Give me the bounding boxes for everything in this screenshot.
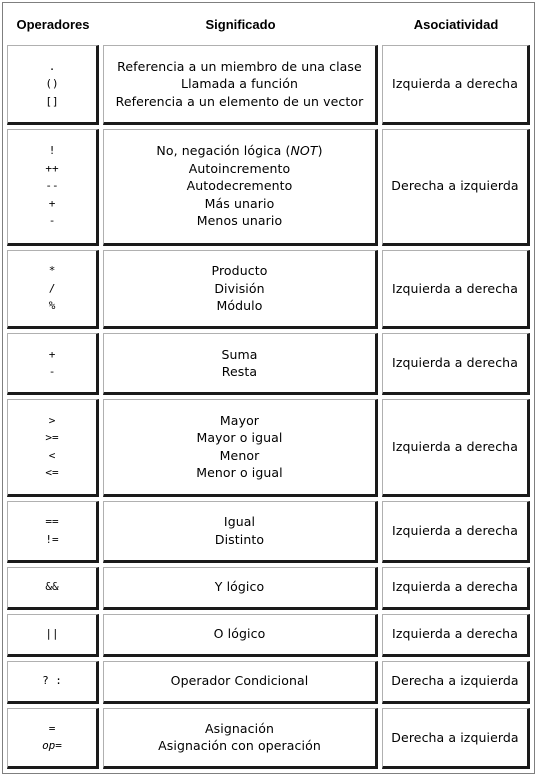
operator-symbol: () [45, 77, 59, 91]
operator-symbol: + [48, 196, 56, 210]
meaning-text: Mayor o igual [196, 430, 283, 446]
meaning-text: Mayor [219, 412, 260, 428]
operator-symbol: <= [45, 466, 59, 480]
meaning-text: Operador Condicional [170, 673, 309, 689]
meaning-text: Resta [221, 364, 258, 380]
table-row [7, 45, 530, 125]
table-row [7, 501, 530, 562]
meaning-text: Y lógico [214, 579, 265, 595]
meaning-text: Módulo [216, 298, 263, 314]
operator-symbol: / [48, 281, 56, 295]
meaning-text: Suma [221, 346, 258, 362]
meaning-text: Más unario [204, 195, 275, 211]
meaning-cell [103, 567, 378, 610]
operator-symbol: * [48, 264, 56, 278]
operators-cell [7, 45, 99, 125]
operator-symbol: > [48, 413, 56, 427]
operators-cell [7, 129, 99, 246]
associativity-cell [382, 567, 530, 610]
associativity-cell [382, 614, 530, 657]
operator-symbol: -- [45, 179, 59, 193]
meaning-text: Llamada a función [181, 76, 298, 92]
operator-symbol: + [48, 347, 56, 361]
operator-symbol: % [48, 299, 56, 313]
operators-cell [7, 399, 99, 497]
operators-cell [7, 333, 99, 394]
associativity-cell [382, 708, 530, 769]
meaning-cell [103, 129, 378, 246]
operator-symbol: - [48, 365, 56, 379]
operators-cell [7, 708, 99, 769]
table-row [7, 567, 530, 610]
associativity-text: Izquierda a derecha [392, 523, 518, 539]
meaning-cell [103, 45, 378, 125]
operator-symbol: - [48, 214, 56, 228]
associativity-cell [382, 45, 530, 125]
meaning-cell [103, 250, 378, 330]
operator-symbol: . [48, 59, 56, 73]
operators-cell [7, 250, 99, 330]
operator-symbol: == [45, 515, 59, 529]
operators-table [2, 2, 535, 774]
operator-symbol: >= [45, 431, 59, 445]
meaning-cell [103, 708, 378, 769]
meaning-text: Distinto [214, 531, 265, 547]
operator-symbol: op= [42, 739, 62, 753]
operator-symbol: && [45, 580, 59, 594]
header-meaning: Significado [103, 7, 378, 41]
meaning-cell [103, 399, 378, 497]
meaning-text: O lógico [213, 626, 266, 642]
meaning-text: Referencia a un elemento de un vector [115, 93, 364, 109]
meaning-text: Producto [211, 263, 268, 279]
operators-cell [7, 661, 99, 704]
associativity-cell [382, 250, 530, 330]
table-row [7, 661, 530, 704]
associativity-text: Derecha a izquierda [391, 178, 519, 194]
associativity-text: Izquierda a derecha [392, 76, 518, 92]
associativity-text: Izquierda a derecha [392, 579, 518, 595]
meaning-text: Referencia a un miembro de una clase [117, 58, 362, 74]
operator-symbol: = [48, 721, 56, 735]
meaning-text: Asignación con operación [158, 738, 321, 754]
associativity-text: Derecha a izquierda [391, 673, 519, 689]
associativity-text: Izquierda a derecha [392, 439, 518, 455]
operator-symbol: != [45, 532, 59, 546]
operator-symbol: < [48, 448, 56, 462]
operator-symbol: ++ [45, 161, 59, 175]
operator-symbol: || [45, 627, 59, 641]
table-row [7, 250, 530, 330]
associativity-text: Izquierda a derecha [392, 626, 518, 642]
meaning-cell [103, 501, 378, 562]
operator-symbol: ? : [42, 674, 62, 688]
meaning-text: División [214, 280, 265, 296]
header-row [7, 7, 530, 41]
associativity-text: Izquierda a derecha [392, 355, 518, 371]
meaning-text: Autoincremento [188, 160, 291, 176]
meaning-text: Menos unario [196, 213, 283, 229]
associativity-text: Izquierda a derecha [392, 280, 518, 296]
operators-cell [7, 567, 99, 610]
table-body [7, 45, 530, 769]
meaning-text: Menor o igual [196, 465, 283, 481]
table-row [7, 333, 530, 394]
meaning-text: Menor [219, 447, 260, 463]
header-associativity: Asociatividad [382, 7, 530, 41]
associativity-text: Derecha a izquierda [391, 729, 519, 745]
meaning-cell [103, 333, 378, 394]
meaning-cell [103, 614, 378, 657]
associativity-cell [382, 661, 530, 704]
meaning-text: Igual [223, 514, 256, 530]
table-row [7, 129, 530, 246]
meaning-cell [103, 661, 378, 704]
associativity-cell [382, 129, 530, 246]
operator-symbol: [] [45, 94, 59, 108]
table-row [7, 614, 530, 657]
meaning-text: Autodecremento [186, 178, 293, 194]
table-row [7, 708, 530, 769]
associativity-cell [382, 501, 530, 562]
associativity-cell [382, 333, 530, 394]
associativity-cell [382, 399, 530, 497]
meaning-text: No, negación lógica (NOT) [156, 143, 323, 159]
header-operators: Operadores [7, 7, 99, 41]
operator-symbol: ! [48, 144, 56, 158]
operators-cell [7, 501, 99, 562]
operators-cell [7, 614, 99, 657]
table-row [7, 399, 530, 497]
meaning-text: Asignación [205, 720, 274, 736]
